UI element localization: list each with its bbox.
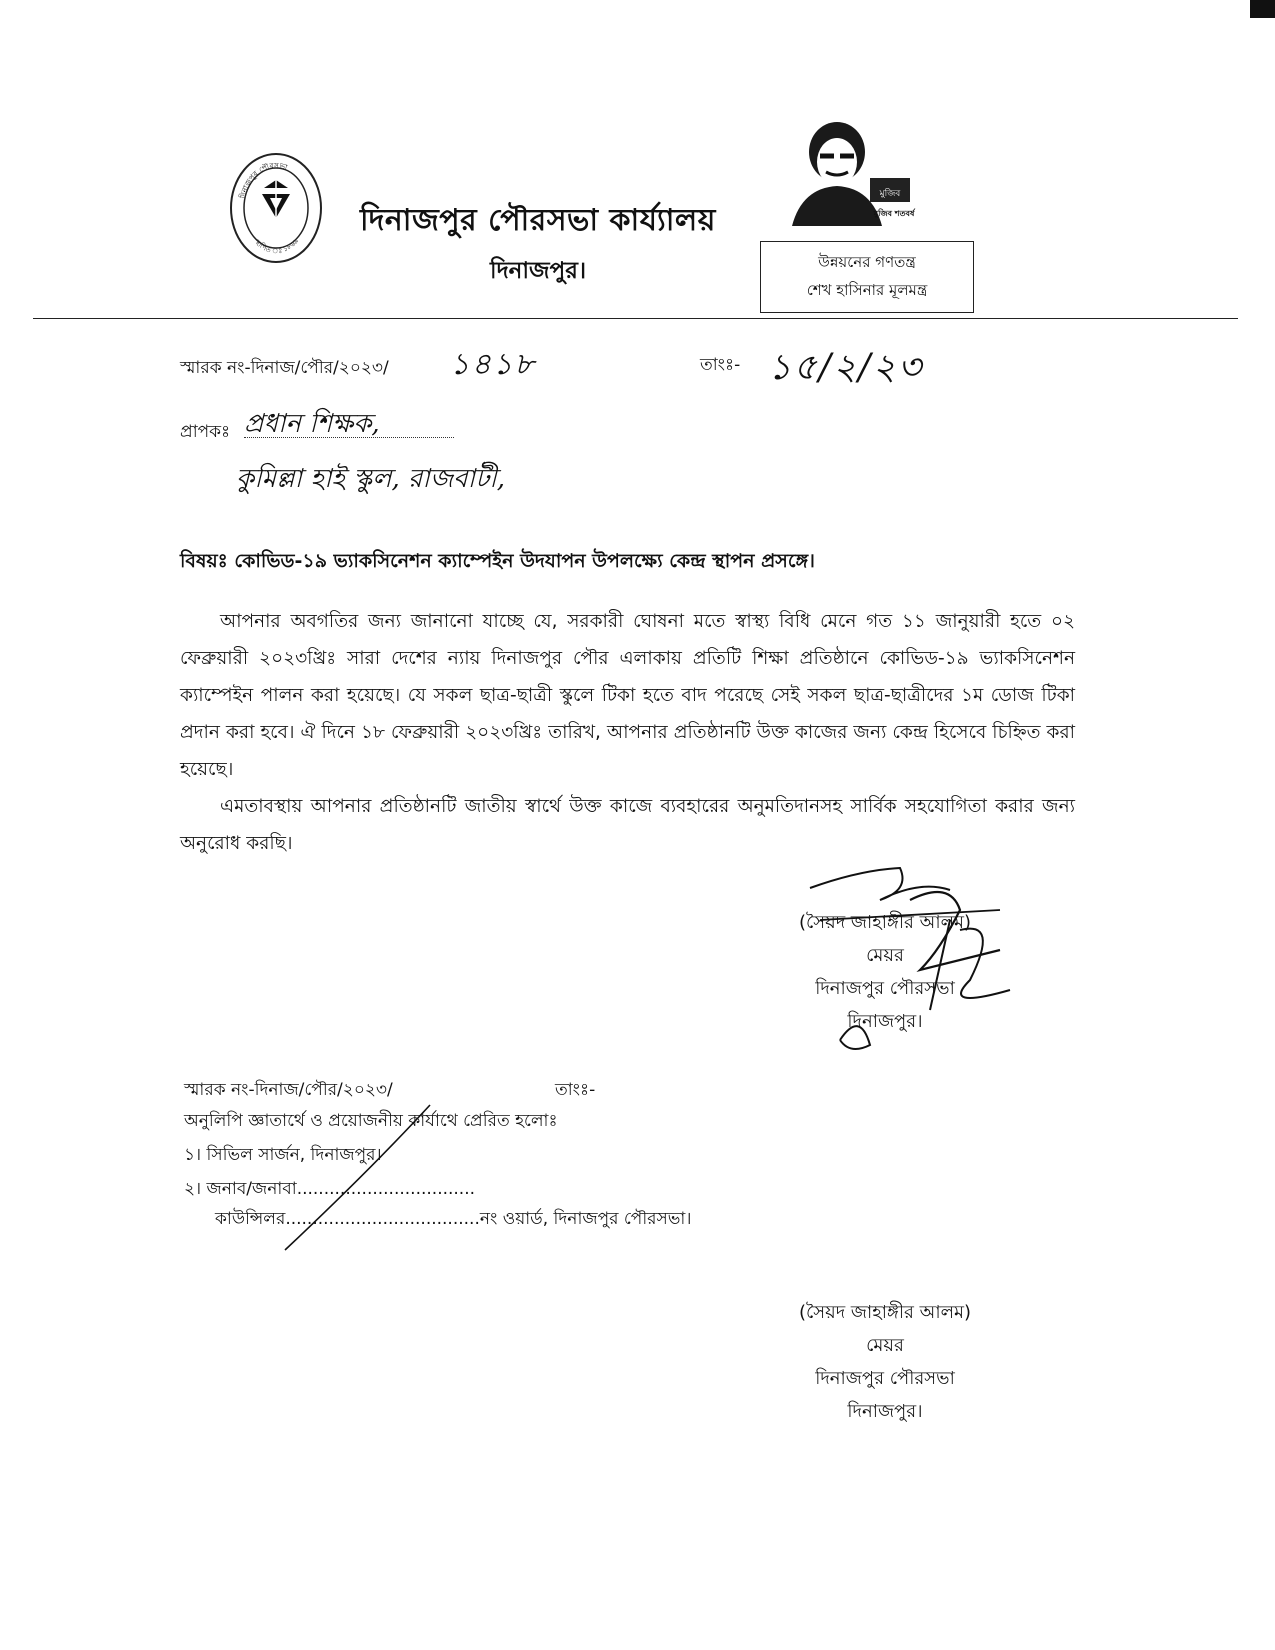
recipient-label: প্রাপকঃ bbox=[180, 422, 231, 442]
municipal-seal-logo bbox=[228, 150, 324, 270]
signatory-place-2: দিনাজপুর। bbox=[847, 1401, 923, 1422]
memo-ref-number-handwritten: ১৪১৮ bbox=[450, 347, 536, 382]
signatory-designation: মেয়র bbox=[866, 945, 904, 966]
office-location: দিনাজপুর। bbox=[490, 258, 587, 284]
copy-item-3: কাউন্সিলর....................................নং ওয়ার্ড, দিনাজপুর পৌরসভা। bbox=[215, 1209, 692, 1229]
slogan-box bbox=[760, 241, 974, 313]
letter-subject: বিষয়ঃ কোভিড-১৯ ভ্যাকসিনেশন ক্যাম্পেইন উদযাপন উপলক্ষ্যে কেন্দ্র স্থাপন প্রসঙ্গে। bbox=[180, 550, 815, 572]
handwritten-signature-1 bbox=[800, 860, 1020, 1064]
header-divider bbox=[33, 318, 1238, 319]
signatory-name-2: (সৈয়দ জাহাঙ্গীর আলম) bbox=[798, 1302, 972, 1323]
svg-text:মুজিব: মুজিব bbox=[879, 189, 901, 199]
copy-intro: অনুলিপি জ্ঞাতার্থে ও প্রয়োজনীয় কার্যাথে প্রেরিত হলোঃ bbox=[184, 1111, 558, 1131]
svg-text:স্থাপিত ঃ ১৮৬৯ bbox=[252, 237, 300, 255]
copy-date-label: তাংঃ- bbox=[555, 1080, 596, 1100]
signatory-office: দিনাজপুর পৌরসভা bbox=[815, 978, 955, 999]
recipient-line-1-handwritten: প্রধান শিক্ষক, bbox=[244, 409, 380, 439]
slogan-line-2: শেখ হাসিনার মূলমন্ত্র bbox=[806, 281, 928, 299]
slogan-line-1: উন্নয়নের গণতন্ত্র bbox=[818, 253, 916, 271]
seal-top-text: দিনাজপুর পৌরসভা bbox=[237, 160, 289, 200]
signatory-office-2: দিনাজপুর পৌরসভা bbox=[815, 1368, 955, 1389]
copy-ref-label: স্মারক নং-দিনাজ/পৌর/২০২৩/ bbox=[184, 1080, 393, 1100]
memo-date-handwritten: ১৫/২/২৩ bbox=[768, 347, 924, 388]
letter-body bbox=[180, 603, 1075, 862]
mujib-portrait-logo bbox=[782, 116, 922, 230]
signature-block-2 bbox=[760, 1296, 1010, 1428]
scan-corner-mark bbox=[1250, 0, 1275, 18]
portrait-caption: মুজিব শতবর্ষ bbox=[873, 209, 915, 218]
memo-date-label: তাংঃ- bbox=[700, 355, 741, 375]
recipient-dotted-line bbox=[244, 437, 454, 438]
copy-item-2: ২। জনাব/জনাবা................................. bbox=[184, 1179, 476, 1199]
signatory-designation-2: মেয়র bbox=[866, 1335, 904, 1356]
signatory-name: (সৈয়দ জাহাঙ্গীর আলম) bbox=[798, 912, 972, 933]
body-paragraph-1: আপনার অবগতির জন্য জানানো যাচ্ছে যে, সরকারী ঘোষনা মতে স্বাস্থ্য বিধি মেনে গত ১১ জানুয়ারী হতে ০২ ফেব্রুয়ারী ২০২৩খ্রিঃ সারা দেশের ন্যায় দিনাজপুর পৌর এলাকায় প্রতিটি শিক্ষা প্রতিষ্ঠানে কোভিড-১৯ ভ্যাকসিনেশন ক্যাম্পেইন পালন করা হয়েছে। যে সকল ছাত্র-ছাত্রী স্কুলে টিকা হতে বাদ পরেছে সেই সকল ছাত্র-ছাত্রীদের ১ম ডোজ টিকা প্রদান করা হবে। ঐ দিনে ১৮ ফেব্রুয়ারী ২০২৩খ্রিঃ তারিখ, আপনার প্রতিষ্ঠানটি উক্ত কাজের জন্য কেন্দ্র হিসেবে চিহ্নিত করা হয়েছে। bbox=[180, 611, 1075, 780]
copy-section-strike-mark bbox=[280, 1100, 440, 1264]
signatory-place: দিনাজপুর। bbox=[847, 1011, 923, 1032]
office-title: দিনাজপুর পৌরসভা কার্য্যালয় bbox=[360, 203, 716, 238]
recipient-line-2-handwritten: কুমিল্লা হাই স্কুল, রাজবাটী, bbox=[236, 464, 505, 494]
body-paragraph-2: এমতাবস্থায় আপনার প্রতিষ্ঠানটি জাতীয় স্বার্থে উক্ত কাজে ব্যবহারের অনুমতিদানসহ সার্বিক সহযোগিতা করার জন্য অনুরোধ করছি। bbox=[180, 796, 1075, 854]
seal-bottom-text: স্থাপিত ঃ ১৮৬৯ bbox=[253, 236, 301, 256]
memo-ref-label: স্মারক নং-দিনাজ/পৌর/২০২৩/ bbox=[180, 358, 389, 378]
copy-item-1: ১। সিভিল সার্জন, দিনাজপুর। bbox=[184, 1145, 382, 1165]
